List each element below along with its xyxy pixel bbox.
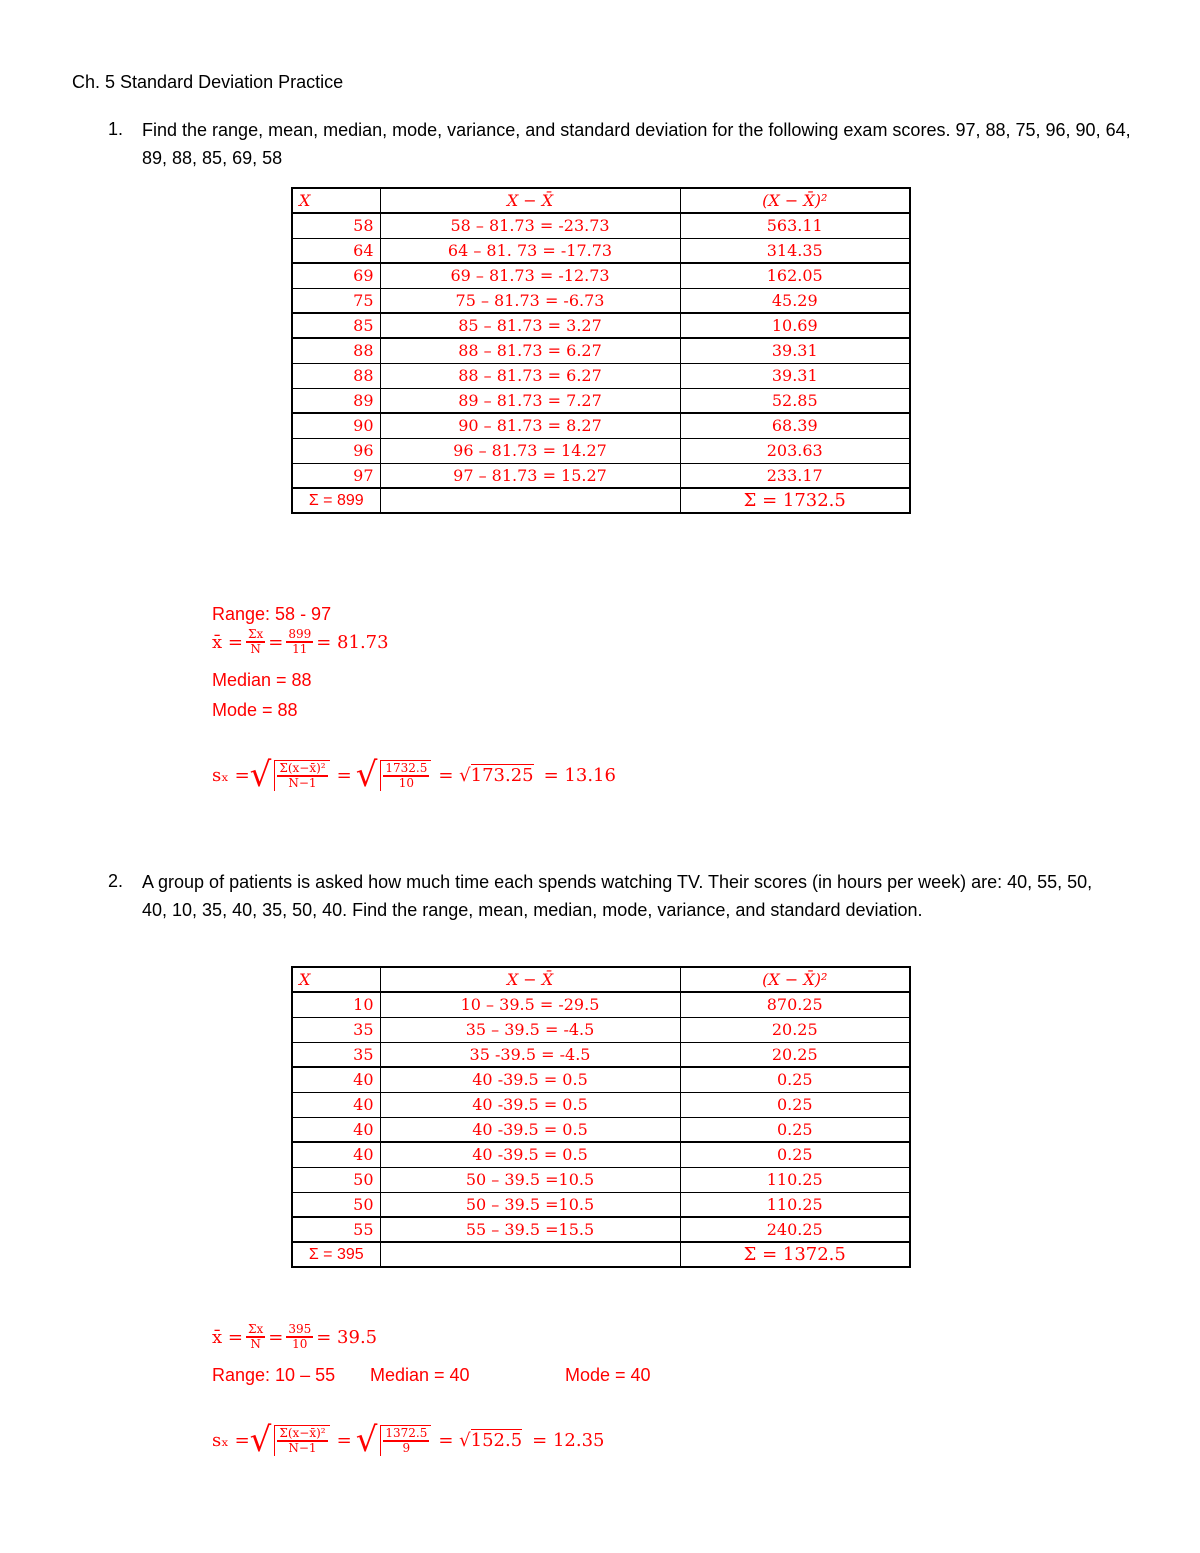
mean-result: = 81.73: [316, 631, 389, 653]
cell-deviation: 40 -39.5 = 0.5: [380, 1117, 680, 1142]
cell-deviation: 40 -39.5 = 0.5: [380, 1067, 680, 1092]
cell-squared-deviation: 20.25: [680, 1017, 910, 1042]
sum-squared-cell: Σ = 1372.5: [680, 1242, 910, 1267]
table-row: [292, 1167, 910, 1192]
cell-squared-deviation: 0.25: [680, 1092, 910, 1117]
q2-sd-formula: sₓ = √ $\frac{\text{Σ(x−x̄)²}}{N-1}$ = √ $\frac{1372.5}{9}$ = √152.5 = 12.35: [212, 1420, 605, 1460]
question-1-number: 1.: [108, 119, 124, 139]
q2-data-table: [291, 966, 911, 1268]
cell-squared-deviation: 870.25: [680, 992, 910, 1017]
q1-data-table: [291, 187, 911, 514]
mean-result: = 39.5: [316, 1326, 378, 1348]
table-row: [292, 1117, 910, 1142]
frac-denominator: 10: [292, 1337, 308, 1351]
frac-denominator: N−1: [288, 775, 317, 790]
table-row: [292, 1042, 910, 1067]
table-row: [292, 438, 910, 463]
cell-x: 97: [292, 463, 380, 488]
q2-mode: Mode = 40: [565, 1365, 651, 1385]
q1-mean-formula: x̄ = $\frac{\Sigma x}{N}$ = $\frac{899}{11}$ = 81.73: [212, 627, 389, 656]
empty-cell: [380, 488, 680, 513]
cell-deviation: 10 – 39.5 = -29.5: [380, 992, 680, 1017]
frac-denominator: N: [250, 1337, 261, 1351]
mean-fraction-numeric: [286, 628, 313, 656]
sd-root-value: 173.25: [470, 764, 534, 786]
header-squared-deviation: (X − X̄)²: [680, 967, 910, 992]
cell-squared-deviation: 20.25: [680, 1042, 910, 1067]
cell-deviation: 50 – 39.5 =10.5: [380, 1167, 680, 1192]
cell-squared-deviation: 39.31: [680, 363, 910, 388]
q1-sd-formula: sₓ = √ $\frac{\text{Σ(x−x̄)²}}{N-1}$ = √ $\frac{1732.5}{10}$ = √173.25 = 13.16: [212, 755, 616, 795]
cell-deviation: 88 – 81.73 = 6.27: [380, 363, 680, 388]
cell-deviation: 58 – 81.73 = -23.73: [380, 213, 680, 238]
sum-x-cell: Σ = 899: [292, 488, 380, 513]
frac-denominator: N: [250, 642, 261, 656]
cell-deviation: 88 – 81.73 = 6.27: [380, 338, 680, 363]
cell-squared-deviation: 162.05: [680, 263, 910, 288]
sqrt-numeric: [355, 755, 435, 795]
frac-denominator: 9: [402, 1440, 411, 1455]
cell-x: 40: [292, 1142, 380, 1167]
cell-squared-deviation: 52.85: [680, 388, 910, 413]
table-row: [292, 288, 910, 313]
cell-squared-deviation: 563.11: [680, 213, 910, 238]
empty-cell: [380, 1242, 680, 1267]
sqrt-numeric: [355, 1420, 435, 1460]
cell-x: 85: [292, 313, 380, 338]
header-deviation: X − X̄: [380, 188, 680, 213]
cell-x: 55: [292, 1217, 380, 1242]
radical-icon: √: [355, 1420, 378, 1460]
sqrt-symbolic: [249, 1420, 333, 1460]
cell-squared-deviation: 110.25: [680, 1192, 910, 1217]
cell-x: 89: [292, 388, 380, 413]
cell-x: 40: [292, 1067, 380, 1092]
cell-squared-deviation: 233.17: [680, 463, 910, 488]
cell-x: 35: [292, 1017, 380, 1042]
sqrt-symbolic: [249, 755, 333, 795]
q2-mean-formula: x̄ = $\frac{\Sigma x}{N}$ = $\frac{395}{10}$ = 39.5: [212, 1322, 378, 1351]
frac-denominator: 11: [292, 642, 308, 656]
cell-x: 40: [292, 1092, 380, 1117]
cell-x: 35: [292, 1042, 380, 1067]
q1-mode: Mode = 88: [212, 700, 298, 720]
cell-x: 50: [292, 1167, 380, 1192]
frac-numerator: Σx: [247, 1322, 264, 1336]
radical-icon: √: [249, 1420, 272, 1460]
frac-numerator: 899: [288, 627, 312, 641]
header-x: X: [292, 967, 380, 992]
header-squared-deviation: (X − X̄)²: [680, 188, 910, 213]
frac-denominator: 10: [398, 775, 414, 790]
cell-squared-deviation: 39.31: [680, 338, 910, 363]
cell-deviation: 89 – 81.73 = 7.27: [380, 388, 680, 413]
sum-row: [292, 1242, 910, 1267]
sum-row: [292, 488, 910, 513]
sd-root-value: 152.5: [470, 1429, 523, 1451]
table-row: [292, 213, 910, 238]
table-row: [292, 338, 910, 363]
frac-numerator: Σ(x−x̄)²: [279, 1425, 326, 1440]
cell-squared-deviation: 45.29: [680, 288, 910, 313]
q1-range: Range: 58 - 97: [212, 604, 332, 624]
mean-fraction-symbolic: [246, 628, 265, 656]
cell-x: 88: [292, 363, 380, 388]
cell-deviation: 40 -39.5 = 0.5: [380, 1092, 680, 1117]
question-2-text: A group of patients is asked how much time each spends watching TV. Their scores (in hours per week) are: 40, 55, 50, 40, 10, 35, 40, 35, 50, 40. Find the range, mean, median, mode, variance, and standard deviation.: [142, 872, 1093, 920]
sum-squared-cell: Σ = 1732.5: [680, 488, 910, 513]
cell-squared-deviation: 10.69: [680, 313, 910, 338]
cell-x: 96: [292, 438, 380, 463]
cell-x: 64: [292, 238, 380, 263]
cell-x: 10: [292, 992, 380, 1017]
cell-x: 75: [292, 288, 380, 313]
cell-squared-deviation: 203.63: [680, 438, 910, 463]
sum-x-cell: Σ = 395: [292, 1242, 380, 1267]
cell-squared-deviation: 240.25: [680, 1217, 910, 1242]
header-x: X: [292, 188, 380, 213]
cell-x: 50: [292, 1192, 380, 1217]
header-deviation: X − X̄: [380, 967, 680, 992]
table-row: [292, 263, 910, 288]
table-row: [292, 1192, 910, 1217]
question-1-text: Find the range, mean, median, mode, variance, and standard deviation for the following exam scores. 97, 88, 75, 96, 90, 64, 89, 88, 85, 69, 58: [142, 120, 1131, 168]
sd-lhs: sₓ =: [212, 764, 250, 786]
cell-x: 69: [292, 263, 380, 288]
cell-x: 88: [292, 338, 380, 363]
sd-result: = 12.35: [532, 1429, 605, 1451]
table-row: [292, 313, 910, 338]
sd-lhs: sₓ =: [212, 1429, 250, 1451]
cell-squared-deviation: 0.25: [680, 1142, 910, 1167]
cell-deviation: 75 – 81.73 = -6.73: [380, 288, 680, 313]
sd-result: = 13.16: [543, 764, 616, 786]
radical-icon: √: [355, 755, 378, 795]
cell-squared-deviation: 0.25: [680, 1067, 910, 1092]
cell-deviation: 96 – 81.73 = 14.27: [380, 438, 680, 463]
page-title: Ch. 5 Standard Deviation Practice: [72, 72, 344, 92]
table-row: [292, 1092, 910, 1117]
table-row: [292, 1217, 910, 1242]
cell-squared-deviation: 0.25: [680, 1117, 910, 1142]
cell-squared-deviation: 314.35: [680, 238, 910, 263]
q2-median: Median = 40: [370, 1365, 470, 1385]
table-row: [292, 1142, 910, 1167]
table-row: [292, 413, 910, 438]
table-row: [292, 463, 910, 488]
cell-x: 90: [292, 413, 380, 438]
frac-numerator: 1372.5: [385, 1425, 428, 1440]
cell-deviation: 85 – 81.73 = 3.27: [380, 313, 680, 338]
table-row: [292, 363, 910, 388]
cell-deviation: 90 – 81.73 = 8.27: [380, 413, 680, 438]
table-row: [292, 992, 910, 1017]
frac-numerator: Σ(x−x̄)²: [279, 760, 326, 775]
frac-numerator: 1732.5: [385, 760, 428, 775]
question-2-number: 2.: [108, 871, 124, 891]
cell-x: 40: [292, 1117, 380, 1142]
radical-icon: √: [249, 755, 272, 795]
q1-median: Median = 88: [212, 670, 312, 690]
cell-deviation: 64 – 81. 73 = -17.73: [380, 238, 680, 263]
mean-lhs: x̄ =: [212, 1326, 243, 1348]
frac-numerator: Σx: [247, 627, 264, 641]
table-row: [292, 388, 910, 413]
cell-deviation: 35 -39.5 = -4.5: [380, 1042, 680, 1067]
cell-deviation: 50 – 39.5 =10.5: [380, 1192, 680, 1217]
frac-numerator: 395: [288, 1322, 312, 1336]
mean-lhs: x̄ =: [212, 631, 243, 653]
cell-deviation: 69 – 81.73 = -12.73: [380, 263, 680, 288]
cell-deviation: 40 -39.5 = 0.5: [380, 1142, 680, 1167]
cell-squared-deviation: 110.25: [680, 1167, 910, 1192]
cell-deviation: 35 – 39.5 = -4.5: [380, 1017, 680, 1042]
cell-x: 58: [292, 213, 380, 238]
table-row: [292, 238, 910, 263]
cell-deviation: 55 – 39.5 =15.5: [380, 1217, 680, 1242]
cell-deviation: 97 – 81.73 = 15.27: [380, 463, 680, 488]
cell-squared-deviation: 68.39: [680, 413, 910, 438]
table-row: [292, 1067, 910, 1092]
frac-denominator: N−1: [288, 1440, 317, 1455]
mean-fraction-numeric: [286, 1323, 313, 1351]
mean-fraction-symbolic: [246, 1323, 265, 1351]
table-row: [292, 1017, 910, 1042]
q2-range: Range: 10 – 55: [212, 1365, 336, 1385]
